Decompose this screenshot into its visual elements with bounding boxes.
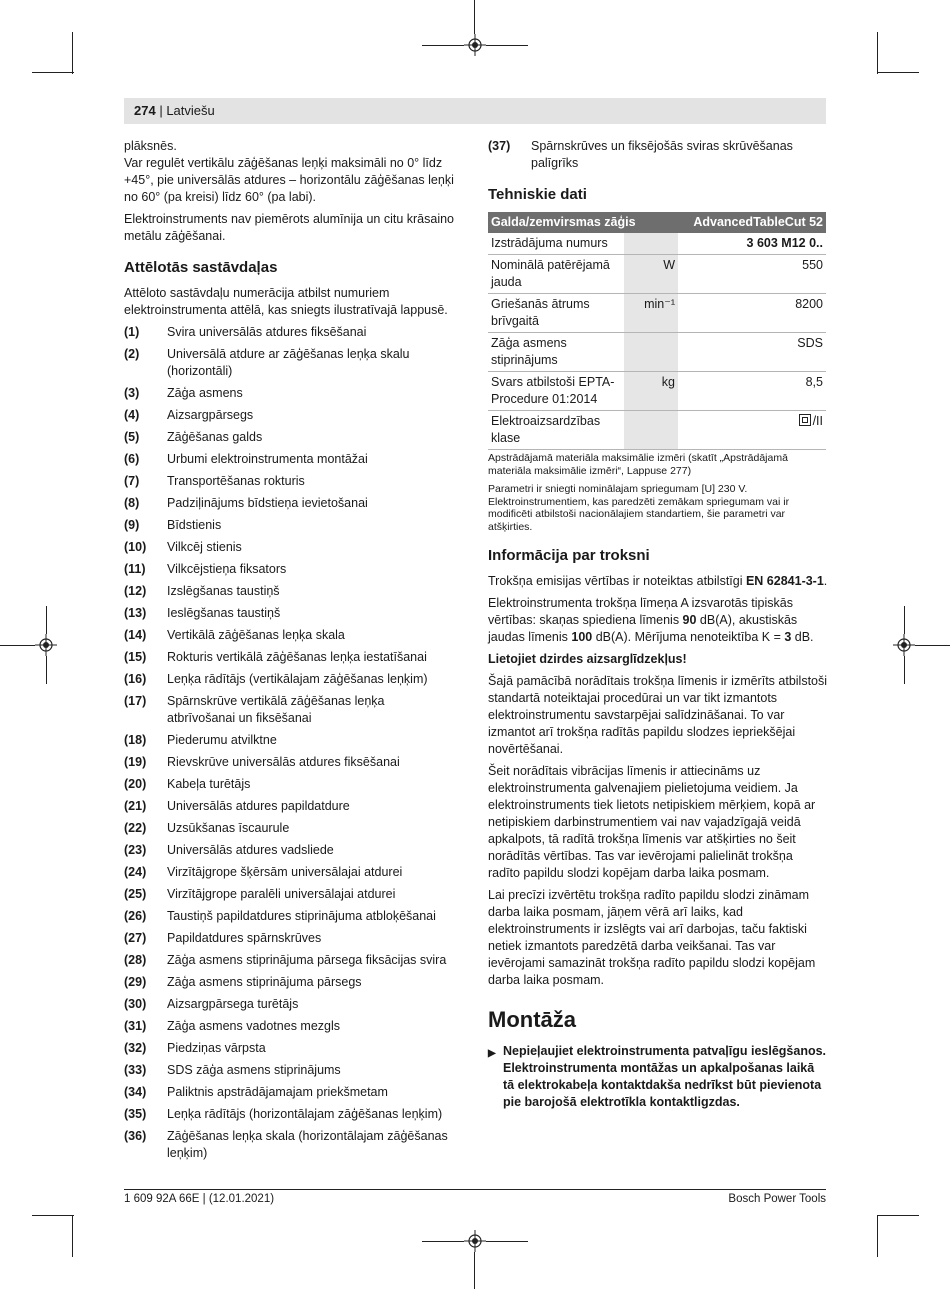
value-cell: 8,5 xyxy=(678,372,826,411)
item-text: Spārnskrūves un fiksējošās sviras skrūvēšanas palīgrīks xyxy=(531,139,793,170)
registration-line xyxy=(904,606,905,634)
item-text: Vilkcējstieņa fiksators xyxy=(167,562,287,576)
protection-class-icon xyxy=(799,414,811,426)
list-item xyxy=(124,886,454,903)
item-number: (23) xyxy=(124,843,147,857)
item-text: Zāģēšanas galds xyxy=(167,430,263,444)
item-number: (34) xyxy=(124,1085,147,1099)
table-header-product-type: Galda/zemvirsmas zāģis xyxy=(488,212,678,233)
item-text: Virzītājgrope paralēli universālajai atdurei xyxy=(167,887,396,901)
item-number: (17) xyxy=(124,694,147,708)
item-text: Piederumu atvilktne xyxy=(167,733,277,747)
item-number: (32) xyxy=(124,1041,147,1055)
list-item xyxy=(124,1062,454,1079)
registration-line xyxy=(486,1241,528,1242)
item-number: (1) xyxy=(124,325,140,339)
item-text: Zāģa asmens stiprinājuma pārsega fiksācijas svira xyxy=(167,953,447,967)
list-item xyxy=(124,627,454,644)
item-text: Zāģēšanas leņķa skala (horizontālajam zāģēšanas leņķim) xyxy=(167,1129,448,1160)
item-text: Bīdstienis xyxy=(167,518,222,532)
list-item xyxy=(124,583,454,600)
list-item xyxy=(124,385,454,402)
item-number: (14) xyxy=(124,628,147,642)
item-number: (8) xyxy=(124,496,140,510)
item-number: (29) xyxy=(124,975,147,989)
param-cell: Svars atbilstoši EPTA-Procedure 01:2014 xyxy=(488,372,624,411)
table-note: Apstrādājamā materiāla maksimālie izmēri (skatīt „Apstrādājamā materiāla maksimālie izmēri“, Lappuse 277) xyxy=(488,452,788,477)
item-text: Rievskrūve universālās atdures fiksēšanai xyxy=(167,755,400,769)
tech-data-body xyxy=(488,233,826,450)
registration-line xyxy=(422,45,464,46)
item-text: Universālā atdure ar zāģēšanas leņķa skalu (horizontāli) xyxy=(167,347,410,378)
item-number: (31) xyxy=(124,1019,147,1033)
page-number: 274 xyxy=(134,103,156,118)
list-item xyxy=(124,324,454,341)
intro-paragraph: Elektroinstruments nav piemērots alumīnija un citu krāsaino metālu zāģēšanai. xyxy=(124,212,455,243)
table-row xyxy=(488,294,826,333)
item-text: Urbumi elektroinstrumenta montāžai xyxy=(167,452,368,466)
table-note: Parametri ir sniegti nominālajam spriegumam [U] 230 V. Elektroinstrumentiem, kas paredzēti zemākam spriegumam vai ir modificēti atbilstoši nacionālajiem standartiem, šie parametri var atšķirties. xyxy=(488,483,790,533)
list-item xyxy=(124,1040,454,1057)
list-item xyxy=(124,346,454,380)
list-item xyxy=(124,451,454,468)
registration-mark-icon xyxy=(35,634,57,656)
list-item xyxy=(124,1106,454,1123)
item-text: Vilkcēj stienis xyxy=(167,540,242,554)
item-text: Universālās atdures papildatdure xyxy=(167,799,350,813)
list-item xyxy=(124,539,454,556)
item-number: (30) xyxy=(124,997,147,1011)
list-item xyxy=(124,820,454,837)
list-item xyxy=(124,1018,454,1035)
crop-mark xyxy=(72,1215,73,1257)
table-header-row xyxy=(488,212,826,233)
item-number: (16) xyxy=(124,672,147,686)
item-text: Aizsargpārsegs xyxy=(167,408,254,422)
list-item xyxy=(124,649,454,666)
noise-paragraph: Šajā pamācībā norādītais trokšņa līmenis ir izmērīts atbilstoši standartā noteiktajai procedūrai un var tikt izmantots elektroinstrumentu savstarpējai salīdzināšanai. To var izmantot arī trokšņa radītās papildu slodzes iepriekšējai novērtēšanai. xyxy=(488,674,828,756)
noise-paragraph: Šeit norādītais vibrācijas līmenis ir attiecināms uz elektroinstrumenta galvenajiem pielietojuma veidiem. Ja elektroinstruments tiek lietots netipiskiem mērķiem, kopā ar netipiskiem darbinstrumentiem vai nav vajadzīgajā veidā apkalpots, tā radītā trokšņa līmenis var atšķirties no šeit norādītās vērtības. Tas var ievērojami palielināt trokšņa radīto papildu slodzi kopējam darba laika posmam. xyxy=(488,764,816,880)
param-cell: Elektroaizsardzības klase xyxy=(488,411,624,450)
list-item xyxy=(124,429,454,446)
item-text: Ieslēgšanas taustiņš xyxy=(167,606,281,620)
list-item xyxy=(124,930,454,947)
noise-paragraph: Lai precīzi izvērtētu trokšņa radīto papildu slodzi zināmam darba laika posmam, jāņem vērā arī laiks, kad elektroinstruments ir izslēgts vai arī darbojas, taču faktiski netiek izmantots paredzētā darba veikšanai. Tas var ievērojami samazināt trokšņa radīto papildu slodzi kopējam darba laika posmam. xyxy=(488,888,816,987)
list-item xyxy=(124,864,454,881)
list-item xyxy=(124,754,454,771)
param-cell: Griešanās ātrums brīvgaitā xyxy=(488,294,624,333)
intro-paragraph: Var regulēt vertikālu zāģēšanas leņķi maksimāli no 0° līdz +45°, pie universālās atdures – horizontālu zāģēšanas leņķi no 60° (pa kreisi) līdz 60° (pa labi). xyxy=(124,156,454,204)
unit-cell xyxy=(624,411,678,450)
registration-mark-icon xyxy=(464,1230,486,1252)
item-text: Izslēgšanas taustiņš xyxy=(167,584,280,598)
value-cell: 3 603 M12 0.. xyxy=(678,233,826,255)
right-column xyxy=(488,138,828,1111)
footer-doc-id: 1 609 92A 66E | (12.01.2021) xyxy=(124,1193,275,1205)
list-item xyxy=(124,732,454,749)
intro-section xyxy=(124,138,454,245)
list-item xyxy=(124,605,454,622)
list-item xyxy=(488,138,828,172)
footer-brand: Bosch Power Tools xyxy=(728,1193,826,1205)
tech-data-table xyxy=(488,212,826,450)
item-text: SDS zāģa asmens stiprinājums xyxy=(167,1063,341,1077)
crop-mark xyxy=(72,32,73,74)
item-number: (6) xyxy=(124,452,140,466)
list-item xyxy=(124,842,454,859)
item-text: Zāģa asmens stiprinājuma pārsegs xyxy=(167,975,362,989)
item-number: (36) xyxy=(124,1129,147,1143)
item-number: (12) xyxy=(124,584,147,598)
item-number: (9) xyxy=(124,518,140,532)
list-item xyxy=(124,693,454,727)
registration-line xyxy=(486,45,528,46)
components-list xyxy=(124,324,454,1162)
list-item xyxy=(124,952,454,969)
item-text: Paliktnis apstrādājamajam priekšmetam xyxy=(167,1085,388,1099)
table-row xyxy=(488,255,826,294)
page-header-bar xyxy=(124,98,826,124)
left-column xyxy=(124,138,454,1167)
tech-data-heading: Tehniskie dati xyxy=(488,186,587,203)
param-cell: Nominālā patērējamā jauda xyxy=(488,255,624,294)
item-text: Vertikālā zāģēšanas leņķa skala xyxy=(167,628,345,642)
item-text: Padziļinājums bīdstieņa ievietošanai xyxy=(167,496,368,510)
montage-warning-text: Nepieļaujiet elektroinstrumenta patvaļīgu ieslēgšanos. Elektroinstrumenta montāžas un apkalpošanas laikā tā elektrokabeļa kontaktdakša nedrīkst būt pievienota pie barojošā elektrotīkla kontaktligzdas. xyxy=(503,1044,827,1109)
table-row xyxy=(488,411,826,450)
noise-warning: Lietojiet dzirdes aizsarglīdzekļus! xyxy=(488,652,687,666)
param-cell: Izstrādājuma numurs xyxy=(488,233,624,255)
item-text: Zāģa asmens vadotnes mezgls xyxy=(167,1019,341,1033)
footer-divider xyxy=(124,1189,826,1190)
components-intro: Attēloto sastāvdaļu numerācija atbilst numuriem elektroinstrumenta attēlā, kas sniegts ilustratīvajā lappusē. xyxy=(124,286,448,317)
registration-line xyxy=(474,1252,475,1289)
item-text: Transportēšanas rokturis xyxy=(167,474,305,488)
intro-paragraph: plāksnēs. xyxy=(124,139,177,153)
registration-line xyxy=(904,656,905,684)
item-text: Kabeļa turētājs xyxy=(167,777,251,791)
registration-line xyxy=(474,0,475,34)
item-number: (10) xyxy=(124,540,147,554)
value-cell: 8200 xyxy=(678,294,826,333)
list-item xyxy=(124,974,454,991)
list-item xyxy=(124,996,454,1013)
item-text: Aizsargpārsega turētājs xyxy=(167,997,299,1011)
list-item xyxy=(124,473,454,490)
item-number: (22) xyxy=(124,821,147,835)
list-item xyxy=(124,517,454,534)
registration-line xyxy=(915,645,950,646)
item-text: Spārnskrūve vertikālā zāģēšanas leņķa atbrīvošanai un fiksēšanai xyxy=(167,694,385,725)
item-number: (4) xyxy=(124,408,140,422)
item-number: (5) xyxy=(124,430,140,444)
noise-paragraph: Trokšņa emisijas vērtības ir noteiktas atbilstīgi EN 62841-3-1. xyxy=(488,574,828,588)
crop-mark xyxy=(877,1215,919,1216)
crop-mark xyxy=(877,1215,878,1257)
registration-line xyxy=(46,606,47,634)
item-text: Taustiņš papildatdures stiprinājuma atbloķēšanai xyxy=(167,909,436,923)
list-item xyxy=(124,561,454,578)
list-item xyxy=(124,1084,454,1101)
item-text: Uzsūkšanas īscaurule xyxy=(167,821,290,835)
item-text: Papildatdures spārnskrūves xyxy=(167,931,322,945)
item-number: (25) xyxy=(124,887,147,901)
noise-paragraph: Elektroinstrumenta trokšņa līmeņa A izsvarotās tipiskās vērtības: skaņas spiediena līmenis 90 dB(A), akustiskās jaudas līmenis 100 dB(A). Mērījuma nenoteiktība K = 3 dB. xyxy=(488,596,814,644)
item-number: (15) xyxy=(124,650,147,664)
registration-line xyxy=(422,1241,464,1242)
item-text: Piedziņas vārpsta xyxy=(167,1041,266,1055)
item-number: (11) xyxy=(124,562,146,576)
item-text: Universālās atdures vadsliede xyxy=(167,843,334,857)
table-header-model: AdvancedTableCut 52 xyxy=(678,212,826,233)
item-number: (3) xyxy=(124,386,140,400)
crop-mark xyxy=(32,72,74,73)
registration-mark-icon xyxy=(893,634,915,656)
item-number: (20) xyxy=(124,777,147,791)
noise-heading: Informācija par troksni xyxy=(488,547,650,564)
list-item xyxy=(124,908,454,925)
crop-mark xyxy=(32,1215,74,1216)
item-number: (33) xyxy=(124,1063,147,1077)
table-row xyxy=(488,233,826,255)
item-text: Rokturis vertikālā zāģēšanas leņķa iestatīšanai xyxy=(167,650,427,664)
item-number: (2) xyxy=(124,347,140,361)
unit-cell xyxy=(624,333,678,372)
value-cell: SDS xyxy=(678,333,826,372)
registration-mark-icon xyxy=(464,34,486,56)
item-number: (19) xyxy=(124,755,147,769)
montage-heading: Montāža xyxy=(488,1007,576,1032)
unit-cell: W xyxy=(624,255,678,294)
item-text: Zāģa asmens xyxy=(167,386,243,400)
item-number: (24) xyxy=(124,865,147,879)
table-row xyxy=(488,372,826,411)
item-text: Leņķa rādītājs (vertikālajam zāģēšanas leņķim) xyxy=(167,672,428,686)
value-text: /II xyxy=(812,414,823,428)
value-cell xyxy=(678,411,826,450)
crop-mark xyxy=(877,32,878,74)
page-language: Latviešu xyxy=(166,103,215,118)
registration-line xyxy=(0,645,35,646)
page-header: 274 | Latviešu xyxy=(134,103,215,118)
item-number: (21) xyxy=(124,799,147,813)
item-text: Leņķa rādītājs (horizontālajam zāģēšanas leņķim) xyxy=(167,1107,443,1121)
unit-cell: min⁻¹ xyxy=(624,294,678,333)
list-item xyxy=(124,671,454,688)
list-item xyxy=(124,798,454,815)
unit-cell xyxy=(624,233,678,255)
item-number: (35) xyxy=(124,1107,147,1121)
crop-mark xyxy=(877,72,919,73)
components-heading: Attēlotās sastāvdaļas xyxy=(124,259,278,276)
item-number: (26) xyxy=(124,909,147,923)
list-item xyxy=(124,495,454,512)
value-cell: 550 xyxy=(678,255,826,294)
table-row xyxy=(488,333,826,372)
item-text: Svira universālās atdures fiksēšanai xyxy=(167,325,367,339)
list-item xyxy=(124,1128,454,1162)
param-cell: Zāģa asmens stiprinājums xyxy=(488,333,624,372)
item-number: (37) xyxy=(488,139,511,153)
registration-line xyxy=(46,656,47,684)
arrow-bullet-icon: ▶ xyxy=(488,1048,496,1059)
item-number: (28) xyxy=(124,953,147,967)
list-item xyxy=(124,407,454,424)
list-item xyxy=(124,776,454,793)
item-text: Virzītājgrope šķērsām universālajai atdurei xyxy=(167,865,403,879)
item-number: (7) xyxy=(124,474,140,488)
item-number: (13) xyxy=(124,606,147,620)
item-number: (18) xyxy=(124,733,147,747)
unit-cell: kg xyxy=(624,372,678,411)
montage-warning xyxy=(488,1043,828,1111)
item-number: (27) xyxy=(124,931,147,945)
